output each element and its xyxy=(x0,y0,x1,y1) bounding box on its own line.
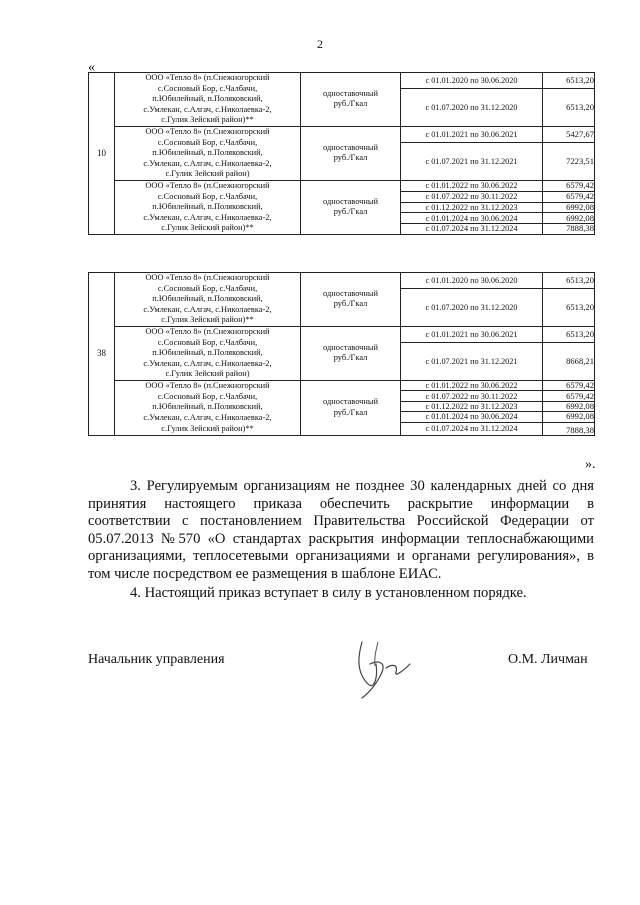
row-number: 38 xyxy=(89,273,115,436)
period-cell: с 01.12.2022 по 31.12.2023 xyxy=(401,401,543,411)
organization-cell: ООО «Тепло 8» (п.Снежногорский с.Сосновый Бор, с.Чалбачи, п.Юбилейный, п.Поляковский, с.Умлекан, с.Алгач, с.Николаевка-2, с.Гулик Зейский район)** xyxy=(115,73,301,127)
tariff-unit-cell: одноставочный руб./Гкал xyxy=(301,326,401,380)
organization-cell: ООО «Тепло 8» (п.Снежногорский с.Сосновый Бор, с.Чалбачи, п.Юбилейный, п.Поляковский, с.Умлекан, с.Алгач, с.Николаевка-2, с.Гулик Зейский район) xyxy=(115,126,301,180)
paragraph-4: 4. Настоящий приказ вступает в силу в установленном порядке. xyxy=(130,585,527,601)
paragraph-line: 3. Регулируемым организациям не позднее 30 календарных дней со дня xyxy=(130,478,594,494)
tariff-table-row-10 xyxy=(88,72,595,235)
tariff-value-cell: 7223,51 xyxy=(543,142,595,180)
tariff-value-cell: 8668,21 xyxy=(543,342,595,380)
tariff-value-cell: 6992,08 xyxy=(543,202,595,213)
paragraph-line: организациями, теплосетевыми организациями и органами регулирования», в xyxy=(88,548,594,565)
tariff-table-row-38 xyxy=(88,272,595,436)
tariff-value-cell: 6992,08 xyxy=(543,401,595,411)
organization-cell: ООО «Тепло 8» (п.Снежногорский с.Сосновый Бор, с.Чалбачи, п.Юбилейный, п.Поляковский, с.Умлекан, с.Алгач, с.Николаевка-2, с.Гулик Зейский район)** xyxy=(115,180,301,234)
signature-image xyxy=(348,634,418,700)
tariff-value-cell: 6513,20 xyxy=(543,88,595,126)
period-cell: с 01.01.2024 по 30.06.2024 xyxy=(401,412,543,422)
period-cell: с 01.01.2022 по 30.06.2022 xyxy=(401,380,543,390)
period-cell: с 01.01.2020 по 30.06.2020 xyxy=(401,273,543,289)
paragraph-line: 05.07.2013 №570 «О стандартах раскрытия информации теплоснабжающими xyxy=(88,530,594,547)
paragraph-line: соответствии с постановлением Правительства Российской Федерации от xyxy=(88,513,594,530)
period-cell: с 01.07.2024 по 31.12.2024 xyxy=(401,422,543,435)
tariff-unit-cell: одноставочный руб./Гкал xyxy=(301,380,401,435)
tariff-value-cell: 7888,38 xyxy=(543,224,595,235)
tariff-value-cell: 6579,42 xyxy=(543,380,595,390)
paragraph-line: том числе посредством ее размещения в шаблоне ЕИАС. xyxy=(88,565,442,582)
period-cell: с 01.12.2022 по 31.12.2023 xyxy=(401,202,543,213)
period-cell: с 01.07.2022 по 30.11.2022 xyxy=(401,191,543,202)
tariff-unit-cell: одноставочный руб./Гкал xyxy=(301,73,401,127)
row-number: 10 xyxy=(89,73,115,235)
opening-quote: « xyxy=(88,60,95,75)
period-cell: с 01.01.2024 по 30.06.2024 xyxy=(401,213,543,224)
tariff-unit-cell: одноставочный руб./Гкал xyxy=(301,180,401,234)
tariff-value-cell: 7888,38 xyxy=(543,422,595,435)
page-number: 2 xyxy=(317,37,323,51)
tariff-value-cell: 6579,42 xyxy=(543,191,595,202)
paragraph-3 xyxy=(88,478,594,584)
organization-cell: ООО «Тепло 8» (п.Снежногорский с.Сосновый Бор, с.Чалбачи, п.Юбилейный, п.Поляковский, с.Умлекан, с.Алгач, с.Николаевка-2, с.Гулик Зейский район) xyxy=(115,326,301,380)
period-cell: с 01.07.2022 по 30.11.2022 xyxy=(401,391,543,401)
period-cell: с 01.01.2021 по 30.06.2021 xyxy=(401,126,543,142)
period-cell: с 01.07.2020 по 31.12.2020 xyxy=(401,88,543,126)
organization-cell: ООО «Тепло 8» (п.Снежногорский с.Сосновый Бор, с.Чалбачи, п.Юбилейный, п.Поляковский, с.Умлекан, с.Алгач, с.Николаевка-2, с.Гулик Зейский район)** xyxy=(115,380,301,435)
tariff-value-cell: 6579,42 xyxy=(543,391,595,401)
signer-name: О.М. Личман xyxy=(508,652,588,667)
tariff-value-cell: 6513,20 xyxy=(543,273,595,289)
tariff-value-cell: 6579,42 xyxy=(543,180,595,191)
paragraph-line: принятия настоящего приказа обеспечить раскрытие информации в xyxy=(88,495,594,512)
tariff-value-cell: 6992,08 xyxy=(543,412,595,422)
tariff-value-cell: 5427,67 xyxy=(543,126,595,142)
signer-position: Начальник управления xyxy=(88,652,225,667)
period-cell: с 01.01.2021 по 30.06.2021 xyxy=(401,326,543,342)
tariff-value-cell: 6513,20 xyxy=(543,326,595,342)
period-cell: с 01.07.2021 по 31.12.2021 xyxy=(401,342,543,380)
period-cell: с 01.07.2020 по 31.12.2020 xyxy=(401,288,543,326)
tariff-unit-cell: одноставочный руб./Гкал xyxy=(301,273,401,327)
period-cell: с 01.01.2022 по 30.06.2022 xyxy=(401,180,543,191)
tariff-unit-cell: одноставочный руб./Гкал xyxy=(301,126,401,180)
period-cell: с 01.01.2020 по 30.06.2020 xyxy=(401,73,543,89)
period-cell: с 01.07.2024 по 31.12.2024 xyxy=(401,224,543,235)
tariff-value-cell: 6513,20 xyxy=(543,73,595,89)
organization-cell: ООО «Тепло 8» (п.Снежногорский с.Сосновый Бор, с.Чалбачи, п.Юбилейный, п.Поляковский, с.Умлекан, с.Алгач, с.Николаевка-2, с.Гулик Зейский район)** xyxy=(115,273,301,327)
period-cell: с 01.07.2021 по 31.12.2021 xyxy=(401,142,543,180)
tariff-value-cell: 6992,08 xyxy=(543,213,595,224)
tariff-value-cell: 6513,20 xyxy=(543,288,595,326)
closing-quote: ». xyxy=(585,457,596,472)
